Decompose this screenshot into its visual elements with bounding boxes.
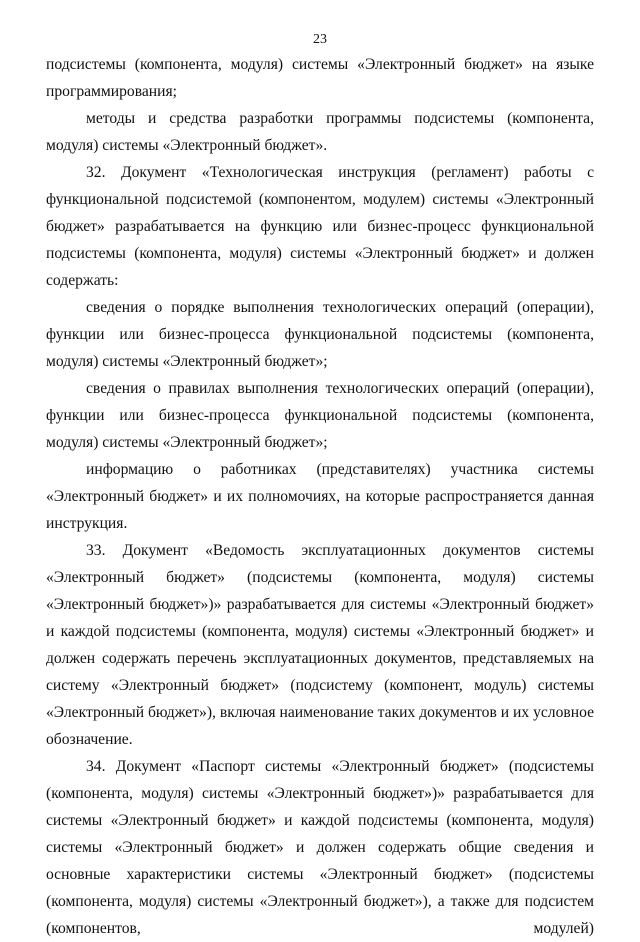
paragraph: 33. Документ «Ведомость эксплуатационных документов системы «Электронный бюджет» (подсистемы (компонента, модуля) системы «Электронный бюджет»)» разрабатывается для системы «Электронный бюджет» и каждой подсистемы (компонента, модуля) системы «Электронный бюджет» и должен содержать перечень эксплуатационных документов, представляемых на систему «Электронный бюджет» (подсистему (компонент, модуль) системы «Электронный бюджет»), включая наименование таких документов и их условное обозначение. bbox=[46, 542, 594, 748]
paragraph: 34. Документ «Паспорт системы «Электронный бюджет» (подсистемы (компонента, модуля) системы «Электронный бюджет»)» разрабатывается для системы «Электронный бюджет» и каждой подсистемы (компонента, модуля) системы «Электронный бюджет» и должен содержать общие сведения и основные характеристики системы «Электронный бюджет» (подсистемы (компонента, модуля) системы «Электронный бюджет»), а также для подсистем (компонентов, модулей) bbox=[46, 758, 594, 937]
paragraph: сведения о порядке выполнения технологических операций (операции), функции или бизнес-процесса функциональной подсистемы (компонента, модуля) системы «Электронный бюджет»; bbox=[46, 299, 594, 370]
page-number: 23 bbox=[313, 32, 327, 47]
paragraph: сведения о правилах выполнения технологических операций (операции), функции или бизнес-процесса функциональной подсистемы (компонента, модуля) системы «Электронный бюджет»; bbox=[46, 380, 594, 451]
paragraph: подсистемы (компонента, модуля) системы «Электронный бюджет» на языке программирования; bbox=[46, 56, 594, 100]
document-body bbox=[46, 51, 594, 942]
paragraph: 32. Документ «Технологическая инструкция (регламент) работы с функциональной подсистемой (компонентом, модулем) системы «Электронный бюджет» разрабатывается на функцию или бизнес-процесс функциональной подсистемы (компонента, модуля) системы «Электронный бюджет» и должен содержать: bbox=[46, 164, 594, 289]
paragraph: информацию о работниках (представителях) участника системы «Электронный бюджет» и их полномочиях, на которые распространяется данная инструкция. bbox=[46, 461, 594, 532]
paragraph: методы и средства разработки программы подсистемы (компонента, модуля) системы «Электронный бюджет». bbox=[46, 110, 594, 154]
